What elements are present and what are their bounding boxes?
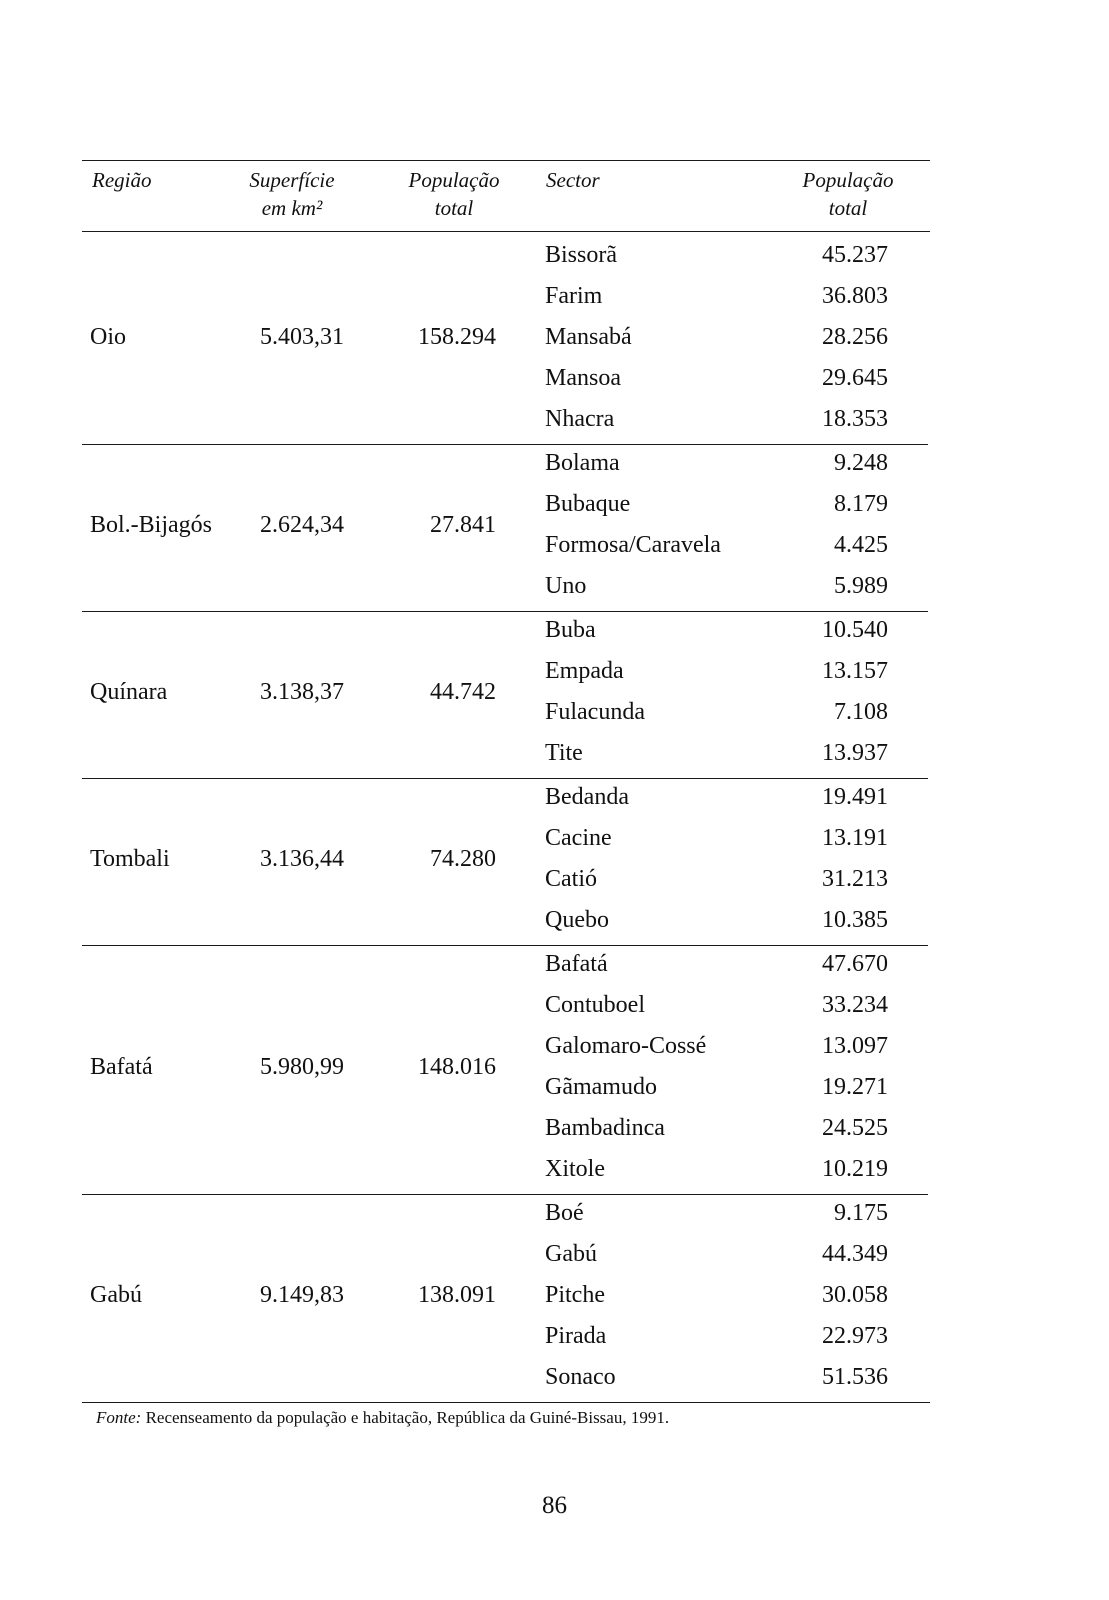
sector-name: Tite [545,740,583,766]
sector-population: 5.989 [834,573,888,599]
sector-name: Bissorã [545,242,617,268]
sector-population: 4.425 [834,532,888,558]
header-regiao: Região [92,168,152,192]
header-bottom-rule [82,231,930,232]
region-population: 74.280 [430,845,496,872]
region-name: Gabú [90,1282,142,1308]
region-name: Tombali [90,845,170,872]
region-divider-rule [82,444,928,445]
sector-population: 47.670 [822,951,888,977]
sector-population: 18.353 [822,406,888,432]
sector-population: 28.256 [822,324,888,350]
sector-population: 24.525 [822,1115,888,1141]
sector-population: 13.157 [822,658,888,684]
sector-name: Mansoa [545,365,621,391]
sector-name: Gãmamudo [545,1074,657,1100]
sector-name: Bambadinca [545,1115,665,1141]
sector-population: 10.219 [822,1156,888,1182]
sector-population: 36.803 [822,283,888,309]
region-name: Oio [90,324,126,350]
sector-name: Mansabá [545,324,632,350]
header-populacao-line1: População [408,168,500,192]
header-populacao-line2: total [434,196,474,220]
sector-name: Sonaco [545,1364,616,1390]
sector-name: Bedanda [545,784,629,810]
region-area: 3.138,37 [260,678,344,705]
sector-name: Pirada [545,1323,607,1349]
source-label: Fonte: [96,1408,142,1427]
region-divider-rule [82,611,928,612]
sector-population: 9.248 [834,450,888,476]
region-area: 5.980,99 [260,1053,344,1080]
header-superficie-line1: Superfície [249,168,335,192]
region-area: 9.149,83 [260,1282,344,1308]
region-population: 27.841 [430,511,496,538]
sector-population: 13.191 [822,825,888,851]
region-name: Quínara [90,678,168,705]
sector-name: Xitole [545,1156,605,1182]
header-sector: Sector [546,168,600,192]
region-divider-rule [82,778,928,779]
sector-name: Nhacra [545,406,615,432]
sector-population: 7.108 [834,699,888,725]
region-population: 148.016 [418,1053,496,1080]
sector-population: 31.213 [822,866,888,892]
region-area: 2.624,34 [260,511,344,538]
sector-name: Quebo [545,907,609,933]
sector-name: Formosa/Caravela [545,532,721,558]
region-name: Bol.-Bijagós [90,511,213,538]
header-superficie [242,166,342,222]
sector-name: Cacine [545,825,612,851]
sector-name: Pitche [545,1282,605,1308]
sector-population: 51.536 [822,1364,888,1390]
sector-name: Buba [545,617,596,643]
region-population: 158.294 [418,324,496,350]
sector-name: Gabú [545,1241,597,1267]
sector-name: Bubaque [545,491,631,517]
region-area: 5.403,31 [260,324,344,350]
sector-population: 29.645 [822,365,888,391]
sector-name: Catió [545,866,597,892]
header-populacao [394,166,514,222]
sector-population: 30.058 [822,1282,888,1308]
sector-population: 13.097 [822,1033,888,1059]
region-divider-rule [82,945,928,946]
sector-name: Bolama [545,450,620,476]
sector-population: 22.973 [822,1323,888,1349]
sector-population: 19.271 [822,1074,888,1100]
sector-population: 44.349 [822,1241,888,1267]
region-population: 44.742 [430,678,496,705]
table-top-rule [82,160,930,161]
sector-population: 33.234 [822,992,888,1018]
sector-population: 10.385 [822,907,888,933]
sector-name: Fulacunda [545,699,645,725]
header-superficie-line2: em km² [261,196,323,220]
region-area: 3.136,44 [260,845,344,872]
sector-population: 19.491 [822,784,888,810]
header-sector-populacao [788,166,908,222]
region-divider-rule [82,1194,928,1195]
header-sector-populacao-line1: População [802,168,894,192]
sector-population: 9.175 [834,1200,888,1226]
source-note [96,1408,669,1428]
sector-name: Empada [545,658,624,684]
sector-name: Bafatá [545,951,608,977]
sector-population: 13.937 [822,740,888,766]
region-population: 138.091 [418,1282,496,1308]
sector-population: 45.237 [822,242,888,268]
sector-name: Uno [545,573,587,599]
region-divider-rule [82,1402,930,1403]
source-text: Recenseamento da população e habitação, República da Guiné-Bissau, 1991. [145,1408,670,1427]
header-sector-populacao-line2: total [828,196,868,220]
sector-name: Boé [545,1200,584,1226]
sector-population: 8.179 [834,491,888,517]
page-number: 86 [542,1492,567,1519]
sector-name: Farim [545,283,603,309]
sector-name: Contuboel [545,992,645,1018]
sector-population: 10.540 [822,617,888,643]
sector-name: Galomaro-Cossé [545,1033,707,1059]
region-name: Bafatá [90,1053,153,1080]
